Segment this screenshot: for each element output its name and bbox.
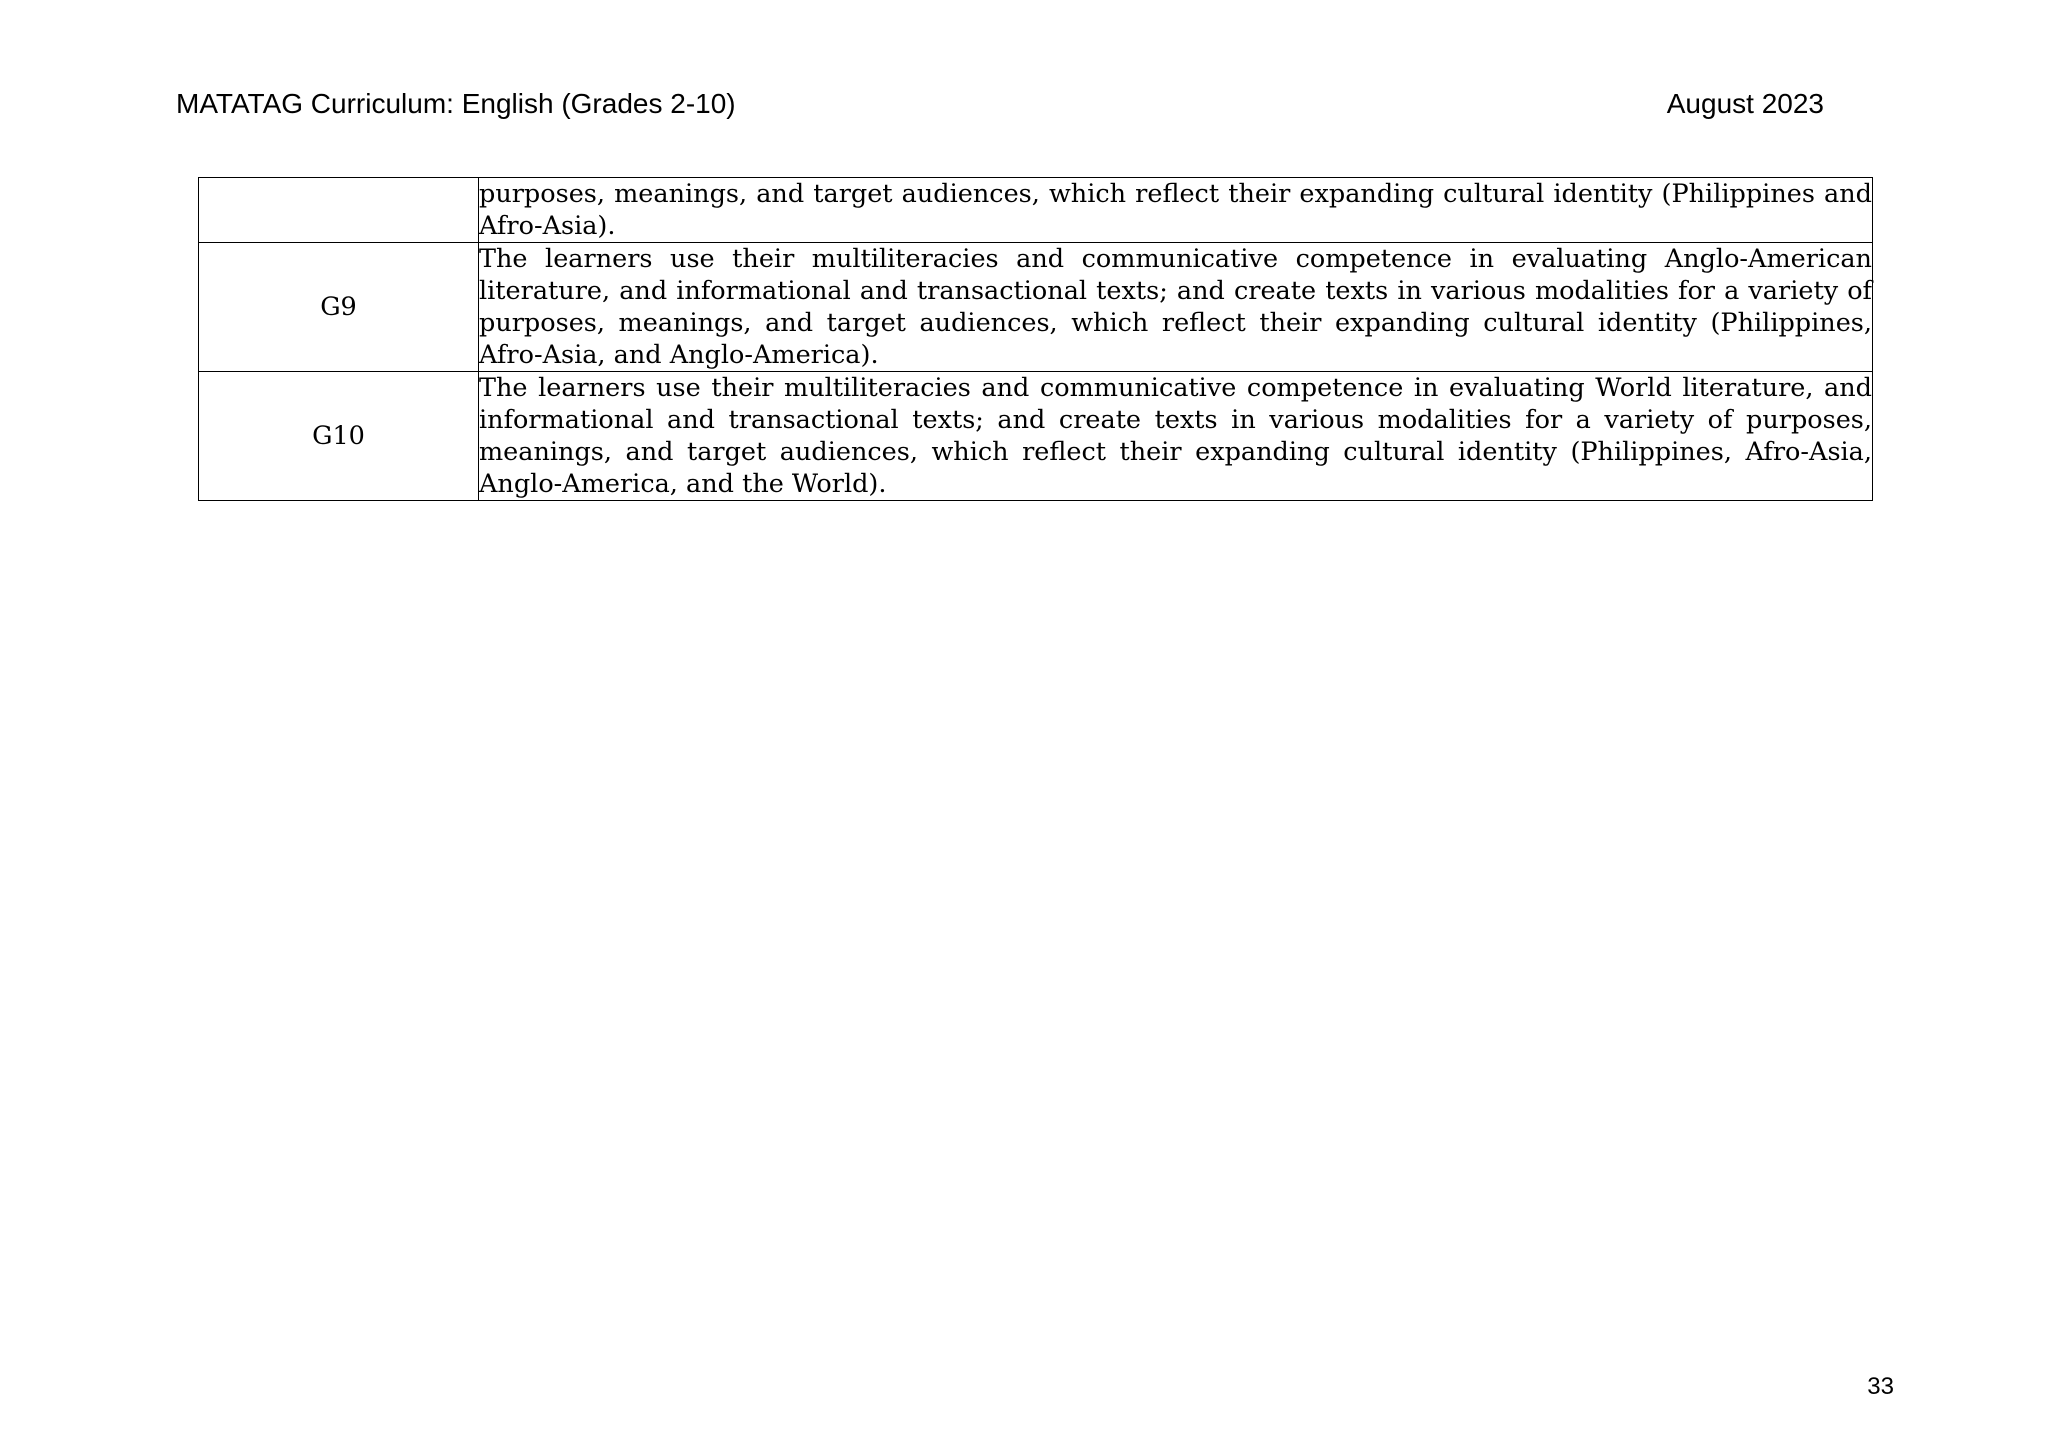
content-standards-table	[198, 177, 1873, 501]
table-body	[199, 178, 1873, 501]
grade-cell	[199, 178, 479, 243]
table-row	[199, 243, 1873, 372]
grade-cell: G9	[199, 243, 479, 372]
document-title: MATATAG Curriculum: English (Grades 2-10)	[176, 88, 736, 119]
document-date: August 2023	[1666, 88, 1824, 119]
table-row	[199, 178, 1873, 243]
table-row	[199, 372, 1873, 501]
description-cell: The learners use their multiliteracies and communicative competence in evaluating Anglo-American literature, and informational and transactional texts; and create texts in various modalities for a variety of purposes, meanings, and target audiences, which reflect their expanding cultural identity (Philippines, Afro-Asia, and Anglo-America).	[479, 244, 1872, 370]
description-cell: purposes, meanings, and target audiences, which reflect their expanding cultural identity (Philippines and Afro-Asia).	[479, 179, 1872, 241]
page-number: 33	[1867, 1373, 1894, 1400]
grade-cell: G10	[199, 372, 479, 501]
description-cell: The learners use their multiliteracies and communicative competence in evaluating World literature, and informational and transactional texts; and create texts in various modalities for a variety of purposes, meanings, and target audiences, which reflect their expanding cultural identity (Philippines, Afro-Asia, Anglo-America, and the World).	[479, 373, 1872, 499]
